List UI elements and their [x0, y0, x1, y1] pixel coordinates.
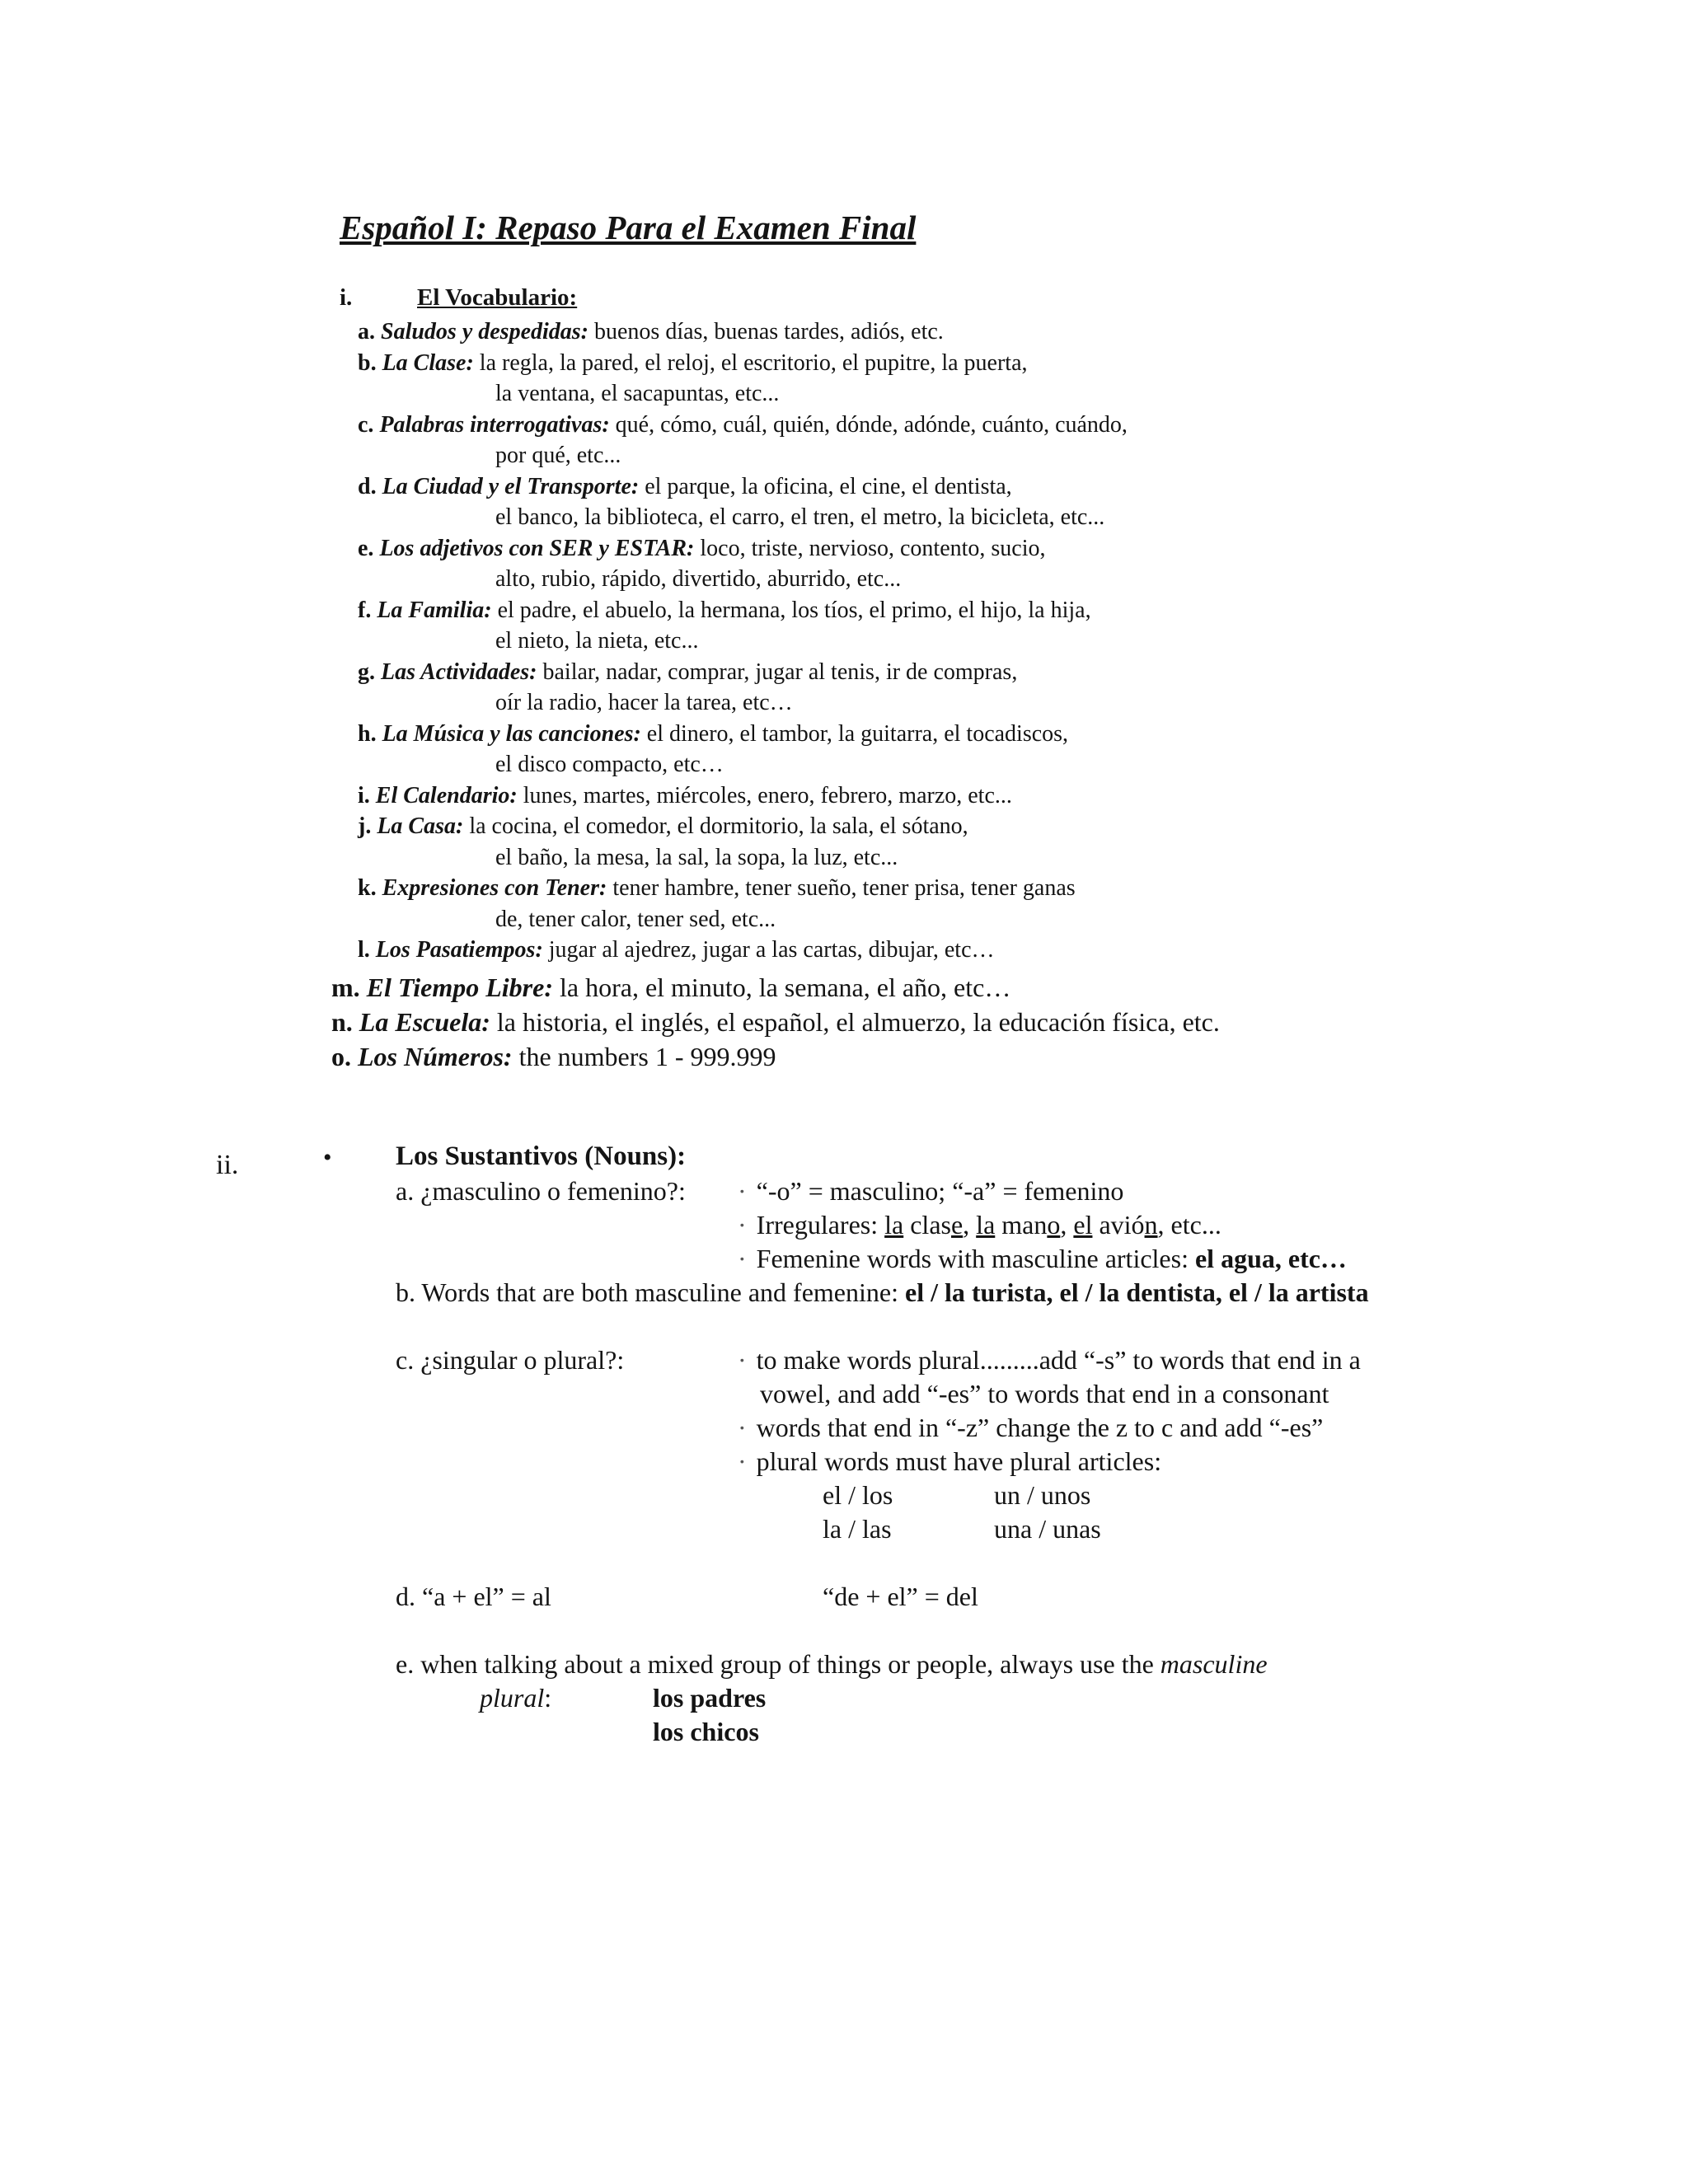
example-word: los chicos [653, 1717, 759, 1746]
item-continuation: la ventana, el sacapuntas, etc... [495, 381, 780, 406]
item-text: la hora, el minuto, la semana, el año, etc… [559, 972, 1011, 1002]
item-letter: f. [358, 597, 372, 623]
vocab-item [358, 595, 1091, 626]
section-heading: Los Sustantivos (Nouns): [396, 1141, 687, 1171]
section-number: ii. [216, 1150, 239, 1180]
vocab-item [358, 657, 1017, 687]
item-b: b. Words that are both masculine and femenine: el / la turista, el / la dentista, el / la artista [396, 1277, 1369, 1307]
bullet-icon: · [738, 1413, 747, 1442]
item-text: qué, cómo, cuál, quién, dónde, adónde, cuánto, cuándo, [615, 411, 1128, 438]
item-label: Los Números: [358, 1041, 513, 1071]
list-item: · Irregulares: la clase, la mano, el avión, etc... [738, 1210, 1221, 1240]
item-label: La Clase: [382, 349, 474, 376]
vocab-item [358, 533, 1046, 564]
item-d-right: “de + el” = del [823, 1582, 978, 1611]
item-letter: h. [358, 720, 377, 747]
list-item: · to make words plural.........add “-s” to words that end in a [738, 1345, 1361, 1375]
item-c-label: c. ¿singular o plural?: [396, 1345, 625, 1375]
item-label: El Tiempo Libre: [366, 972, 553, 1002]
item-label: Los adjetivos con SER y ESTAR: [379, 535, 695, 561]
item-label: Expresiones con Tener: [382, 875, 607, 901]
item-continuation: el disco compacto, etc… [495, 752, 724, 777]
item-text: el parque, la oficina, el cine, el dentista, [645, 473, 1012, 499]
article-pair: una / unas [994, 1514, 1101, 1544]
vocab-item [358, 348, 1028, 378]
item-text: buenos días, buenas tardes, adiós, etc. [594, 319, 944, 344]
section-heading: El Vocabulario: [417, 284, 578, 311]
vocab-item [358, 935, 995, 965]
vocab-item [358, 873, 1076, 903]
bullet-icon: · [738, 1210, 747, 1240]
item-continuation: el baño, la mesa, la sal, la sopa, la luz, etc... [495, 844, 898, 870]
vocab-item [358, 471, 1012, 502]
item-label: La Familia: [377, 597, 492, 623]
item-a-label: a. ¿masculino o femenino?: [396, 1176, 686, 1206]
bullet-icon: · [738, 1446, 747, 1476]
list-item: · plural words must have plural articles: [738, 1446, 1162, 1476]
item-letter: o. [331, 1041, 351, 1071]
item-letter: a. [358, 319, 375, 344]
item-continuation: el nieto, la nieta, etc... [495, 628, 699, 654]
list-item: · “-o” = masculino; “-a” = femenino [738, 1176, 1124, 1206]
item-continuation: de, tener calor, tener sed, etc... [495, 906, 776, 932]
item-label: Palabras interrogativas: [379, 411, 610, 438]
item-letter: l. [358, 937, 370, 963]
section-dot: • [323, 1144, 332, 1171]
list-item: · Femenine words with masculine articles: el agua, etc… [738, 1244, 1347, 1273]
item-text: la cocina, el comedor, el dormitorio, la sala, el sótano, [469, 813, 968, 839]
item-text: tener hambre, tener sueño, tener prisa, tener ganas [612, 875, 1076, 901]
item-text: the numbers 1 - 999.999 [518, 1041, 776, 1071]
vocab-item [358, 410, 1128, 440]
item-label: La Escuela: [359, 1006, 490, 1037]
item-letter: k. [358, 875, 377, 901]
item-letter: e. [358, 535, 374, 561]
item-e-plural: plural: [480, 1683, 552, 1713]
item-continuation: oír la radio, hacer la tarea, etc… [495, 690, 793, 715]
item-letter: m. [331, 972, 360, 1002]
article-pair: un / unos [994, 1480, 1091, 1510]
item-letter: b. [358, 349, 377, 376]
vocab-item [331, 971, 1010, 1005]
item-text: la regla, la pared, el reloj, el escritorio, el pupitre, la puerta, [479, 349, 1028, 376]
item-letter: g. [358, 658, 375, 685]
item-continuation: el banco, la biblioteca, el carro, el tren, el metro, la bicicleta, etc... [495, 504, 1105, 530]
example-word: los padres [653, 1683, 767, 1713]
bullet-icon: · [738, 1244, 747, 1273]
item-letter: n. [331, 1006, 353, 1037]
item-text: loco, triste, nervioso, contento, sucio, [700, 535, 1046, 561]
item-letter: j. [358, 813, 372, 839]
item-text: el dinero, el tambor, la guitarra, el tocadiscos, [646, 720, 1069, 747]
vocab-item [358, 719, 1068, 749]
item-letter: c. [358, 411, 374, 438]
item-label: La Música y las canciones: [382, 720, 641, 747]
section-number: i. [340, 284, 353, 311]
vocab-item [331, 1040, 776, 1074]
item-text: el padre, el abuelo, la hermana, los tíos, el primo, el hijo, la hija, [497, 597, 1091, 623]
item-text: bailar, nadar, comprar, jugar al tenis, ir de compras, [542, 658, 1018, 685]
item-label: Saludos y despedidas: [381, 319, 588, 344]
list-item-cont: vowel, and add “-es” to words that end in a consonant [760, 1379, 1329, 1408]
page-title: Español I: Repaso Para el Examen Final [340, 209, 917, 246]
vocab-item [331, 1005, 1220, 1039]
item-e: e. when talking about a mixed group of things or people, always use the masculine [396, 1649, 1268, 1679]
item-continuation: alto, rubio, rápido, divertido, aburrido, etc... [495, 566, 902, 592]
item-text: jugar al ajedrez, jugar a las cartas, dibujar, etc… [548, 937, 995, 963]
article-pair: el / los [823, 1480, 893, 1510]
item-label: La Casa: [377, 813, 464, 839]
vocab-item [358, 780, 1012, 811]
item-label: Las Actividades: [381, 658, 537, 685]
bullet-icon: · [738, 1176, 747, 1206]
list-item: · words that end in “-z” change the z to c and add “-es” [738, 1413, 1324, 1442]
vocab-item [358, 811, 968, 841]
item-continuation: por qué, etc... [495, 443, 621, 468]
bullet-icon: · [738, 1345, 747, 1375]
article-pair: la / las [823, 1514, 892, 1544]
vocab-item [358, 316, 944, 347]
item-text: la historia, el inglés, el español, el almuerzo, la educación física, etc. [496, 1006, 1220, 1037]
item-letter: d. [358, 473, 377, 499]
item-d-left: d. “a + el” = al [396, 1582, 551, 1611]
item-label: La Ciudad y el Transporte: [382, 473, 640, 499]
item-letter: i. [358, 782, 370, 808]
item-label: El Calendario: [375, 782, 518, 808]
item-text: lunes, martes, miércoles, enero, febrero, marzo, etc... [523, 782, 1012, 808]
item-label: Los Pasatiempos: [375, 937, 543, 963]
